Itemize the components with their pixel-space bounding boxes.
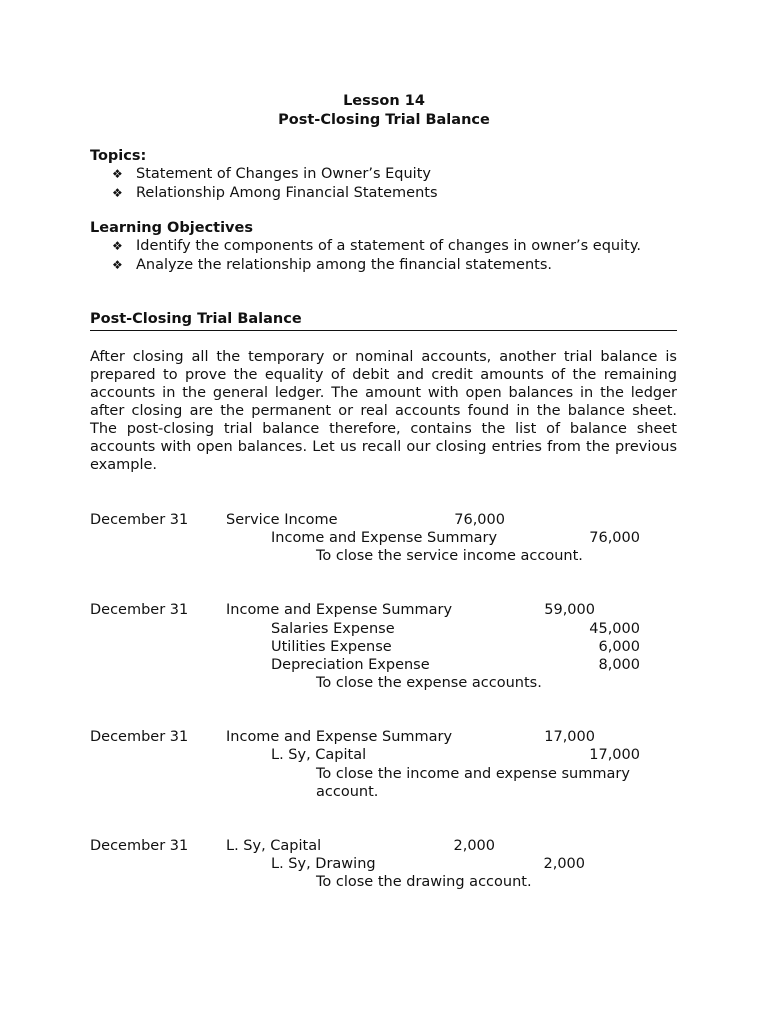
credit-account: L. Sy, Drawing [271,856,376,872]
objectives-heading: Learning Objectives [90,220,253,236]
topics-heading: Topics: [90,148,147,164]
credit-account: Income and Expense Summary [271,530,498,546]
section-heading: Post-Closing Trial Balance [90,311,302,327]
credit-amount: 6,000 [598,639,640,655]
topic-text: Relationship Among Financial Statements [136,185,438,201]
credit-account: Salaries Expense [271,621,395,637]
diamond-bullet-icon: ❖ [112,167,123,181]
credit-amount: 2,000 [543,856,585,872]
objective-text: Analyze the relationship among the financial statements. [136,257,553,273]
diamond-bullet-icon: ❖ [112,239,123,253]
debit-account: L. Sy, Capital [226,838,322,854]
entry-date: December 31 [90,512,189,528]
entry-date: December 31 [90,838,189,854]
debit-account: Income and Expense Summary [226,729,453,745]
diamond-bullet-icon: ❖ [112,186,123,200]
list-item [112,237,641,255]
list-item [112,184,438,202]
credit-account: L. Sy, Capital [271,747,367,763]
credit-amount: 17,000 [589,747,640,763]
credit-amount: 76,000 [589,530,640,546]
section-divider [90,330,677,331]
list-item [112,256,552,274]
objective-text: Identify the components of a statement of changes in owner’s equity. [136,238,641,254]
topic-text: Statement of Changes in Owner’s Equity [136,166,431,182]
section-paragraph: After closing all the temporary or nominal accounts, another trial balance is prepared to prove the equality of debit and credit amounts of the remaining accounts in the general ledger. The amount with open balances in the ledger after closing are the permanent or real accounts found in the balance sheet. The post-closing trial balance therefore, contains the list of balance sheet accounts with open balances. Let us recall our closing entries from the previous example. [90,349,677,473]
debit-account: Service Income [226,512,338,528]
entry-explanation: To close the expense accounts. [316,675,542,691]
lesson-number: Lesson 14 [343,93,425,109]
credit-amount: 8,000 [598,657,640,673]
entry-explanation: To close the drawing account. [316,874,532,890]
list-item [112,165,431,183]
diamond-bullet-icon: ❖ [112,258,123,272]
entry-explanation: To close the service income account. [316,548,583,564]
entry-explanation: To close the income and expense summary [316,766,630,782]
debit-amount: 17,000 [544,729,595,745]
entry-date: December 31 [90,602,189,618]
debit-amount: 59,000 [544,602,595,618]
debit-account: Income and Expense Summary [226,602,453,618]
debit-amount: 76,000 [454,512,505,528]
entry-date: December 31 [90,729,189,745]
entry-explanation: account. [316,784,379,800]
credit-account: Depreciation Expense [271,657,430,673]
credit-amount: 45,000 [589,621,640,637]
credit-account: Utilities Expense [271,639,392,655]
page-title: Post-Closing Trial Balance [278,112,490,128]
debit-amount: 2,000 [453,838,495,854]
